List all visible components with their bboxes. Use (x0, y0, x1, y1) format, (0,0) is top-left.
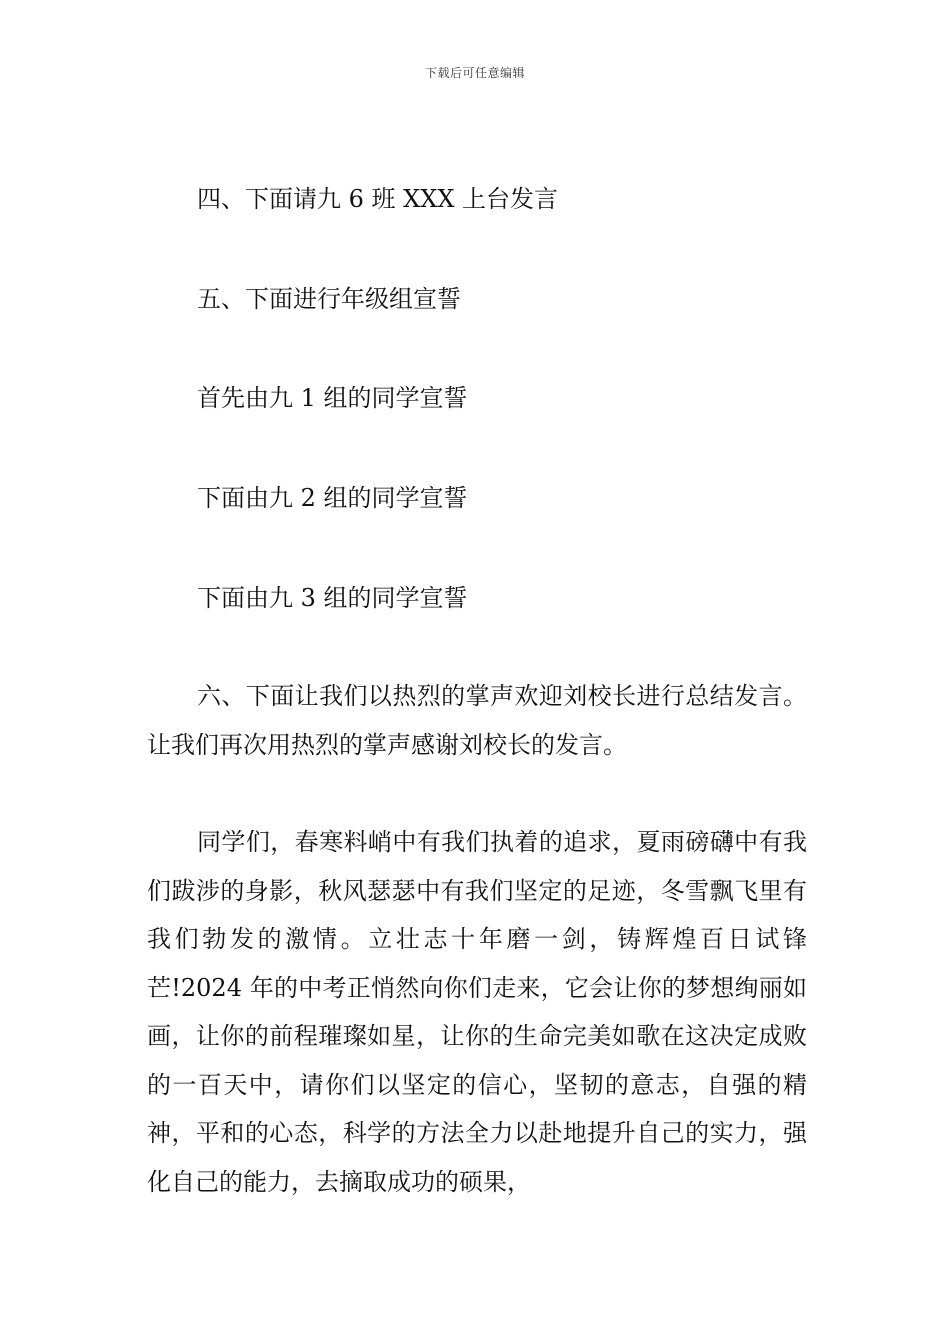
oath-class-2: 下面由九 2 组的同学宣誓 (197, 484, 468, 512)
oath-class-3: 下面由九 3 组的同学宣誓 (197, 584, 468, 612)
header-note: 下载后可任意编辑 (424, 66, 525, 80)
closing-speech-paragraph: 同学们，春寒料峭中有我们执着的追求，夏雨磅礴中有我们跋涉的身影，秋风瑟瑟中有我们坚定的足迹，冬雪飘飞里有我们勃发的激情。立壮志十年磨一剑，铸辉煌百日试锋芒!2024 年的中考正悄然向你们走来，它会让你的梦想绚丽如画，让你的前程璀璨如星，让你的生命完美如歌在这决定成败的一百天中，请你们以坚定的信心，坚韧的意志，自强的精神，平和的心态，科学的方法全力以赴地提升自己的实力，强化自己的能力，去摘取成功的硕果， (147, 828, 807, 1196)
program-item-4: 四、下面请九 6 班 XXX 上台发言 (197, 185, 559, 213)
oath-class-1: 首先由九 1 组的同学宣誓 (197, 384, 468, 412)
program-item-6-paragraph: 六、下面让我们以热烈的掌声欢迎刘校长进行总结发言。让我们再次用热烈的掌声感谢刘校长的发言。 (147, 682, 807, 759)
program-item-5: 五、下面进行年级组宣誓 (197, 285, 461, 313)
